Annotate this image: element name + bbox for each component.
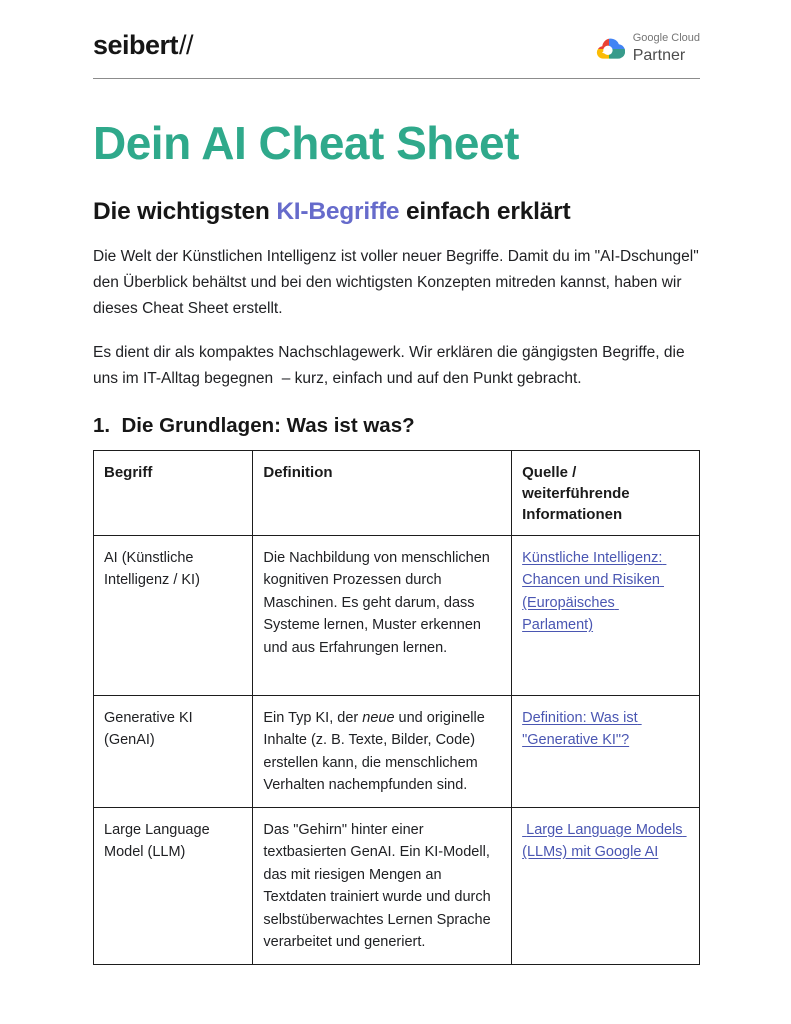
definition-text-italic: neue <box>362 709 395 726</box>
google-cloud-partner-badge <box>593 28 700 66</box>
badge-text <box>633 32 700 66</box>
source-link[interactable]: Künstliche Intelligenz: Chancen und Risiken (Europäisches Parlament) <box>522 549 667 634</box>
definition-cell: Das "Gehirn" hinter einer textbasierten GenAI. Ein KI-Modell, das mit riesigen Mengen an Textdaten trainiert wurde und durch selbstüberwachtes Lernen Sprache verarbeitet und generiert. <box>253 807 512 964</box>
source-cell <box>512 807 700 964</box>
table-row <box>94 535 700 695</box>
source-link[interactable]: Large Language Models (LLMs) mit Google AI <box>522 821 687 861</box>
badge-google-cloud-label: Google Cloud <box>632 32 700 44</box>
glossary-table <box>93 450 700 965</box>
definition-cell <box>253 695 512 807</box>
source-link[interactable]: Definition: Was ist "Generative KI"? <box>522 709 642 749</box>
subtitle-highlight: KI-Begriffe <box>276 197 400 225</box>
column-header-begriff: Begriff <box>94 450 253 535</box>
term-cell: AI (Künstliche Intelligenz / KI) <box>94 535 253 695</box>
seibert-logo <box>93 28 193 63</box>
badge-partner-label: Partner <box>632 46 686 64</box>
column-header-definition: Definition <box>253 450 512 535</box>
logo-text: seibert <box>93 30 179 60</box>
page-subtitle <box>93 198 700 226</box>
page-header <box>93 28 700 66</box>
table-header-row <box>94 450 700 535</box>
table-row <box>94 807 700 964</box>
term-cell: Large Language Model (LLM) <box>94 807 253 964</box>
definition-text-prefix: Ein Typ KI, der <box>263 709 363 726</box>
definition-text-suffix: und originelle Inhalte (z. B. Texte, Bilder, Code) erstellen kann, die menschlichem Verhalten nachempfunden sind. <box>263 709 485 794</box>
logo-slashes: // <box>179 30 194 60</box>
definition-cell: Die Nachbildung von menschlichen kognitiven Prozessen durch Maschinen. Es geht darum, dass Systeme lernen, Muster erkennen und aus Erfahrungen lernen. <box>253 535 512 695</box>
google-cloud-icon <box>593 36 625 62</box>
section-heading: 1. Die Grundlagen: Was ist was? <box>93 413 415 437</box>
page-title: Dein AI Cheat Sheet <box>93 116 519 169</box>
header-divider <box>93 78 700 79</box>
intro-paragraph-2: Es dient dir als kompaktes Nachschlagewerk. Wir erklären die gängigsten Begriffe, die uns im IT-Alltag begegnen – kurz, einfach und auf den Punkt gebracht. <box>93 343 689 387</box>
term-cell: Generative KI (GenAI) <box>94 695 253 807</box>
source-cell <box>512 535 700 695</box>
table-row <box>94 695 700 807</box>
intro-paragraph-1: Die Welt der Künstlichen Intelligenz ist voller neuer Begriffe. Damit du im "AI-Dschungel" den Überblick behältst und bei den wichtigsten Konzepten mitreden kannst, haben wir dieses Cheat Sheet erstellt. <box>93 247 704 317</box>
column-header-quelle: Quelle / weiterführende Informationen <box>512 450 700 535</box>
subtitle-suffix: einfach erklärt <box>399 197 571 225</box>
subtitle-prefix: Die wichtigsten <box>93 197 277 225</box>
source-cell <box>512 695 700 807</box>
